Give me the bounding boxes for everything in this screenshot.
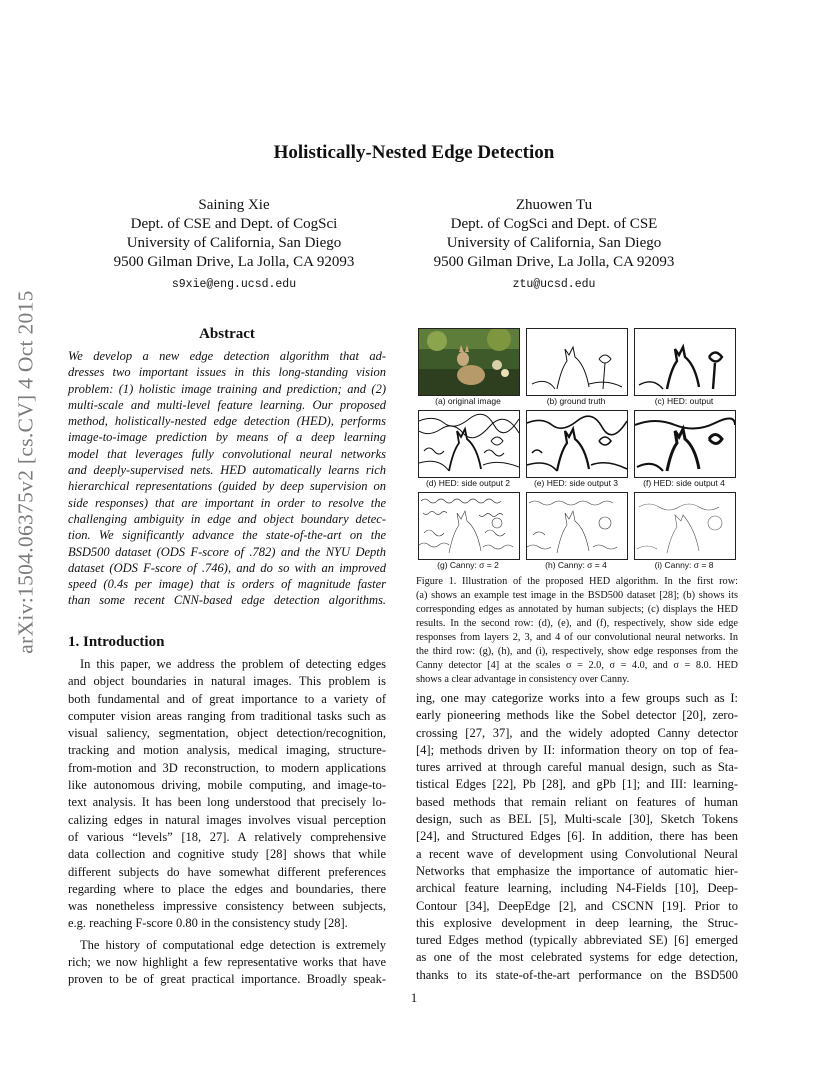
panel-label: (f) HED: side output 4 xyxy=(643,478,725,488)
author-university: University of California, San Diego xyxy=(126,235,342,251)
abstract-line: model that leverages fully convolutional neural networks xyxy=(68,446,386,461)
body-line: of various “levels” [18, 27]. A relatively comprehensive xyxy=(68,829,386,844)
body-line: In this paper, we address the problem of detecting edges xyxy=(80,657,386,671)
abstract-line: speed (0.4s per image) that is orders of magnitude faster xyxy=(68,577,386,592)
side-output-2-graphic xyxy=(419,411,519,477)
author-dept: Dept. of CogSci and Dept. of CSE xyxy=(450,216,658,232)
body-line: ing, one may categorize works into a few groups such as I: xyxy=(416,691,738,705)
body-line: [24], and Structured Edges [6]. In addition, there has been xyxy=(416,829,738,844)
body-line: like autonomous driving, mobile computing, and image-to- xyxy=(68,778,386,793)
panel-label: (c) HED: output xyxy=(654,396,714,406)
body-line: visual saliency, segmentation, object detection/recognition, xyxy=(68,726,386,741)
panel-hed-side-output-2 xyxy=(418,410,520,478)
caption-line: shows a clear advantage in consistency over Canny. xyxy=(416,674,630,685)
body-line: proven to be of great practical importance. Broadly speak- xyxy=(68,972,386,987)
body-line: based methods that remain reliant on features of human xyxy=(416,794,738,809)
body-line: early pioneering methods like the Sobel detector [20], zero- xyxy=(416,708,738,723)
body-line: The history of computational edge detection is extremely xyxy=(80,937,386,952)
panel-label: (d) HED: side output 2 xyxy=(425,478,511,488)
abstract-line: method, holistically-nested edge detection (HED), performs xyxy=(68,414,386,429)
body-line: Networks that emphasize the importance of automatic hier- xyxy=(416,863,738,878)
author-name: Saining Xie xyxy=(198,197,270,213)
body-line: tures arrived at through careful manual design, such as Sta- xyxy=(416,760,738,775)
body-line: both fundamental and of great importance to a variety of xyxy=(68,691,386,706)
author-address: 9500 Gilman Drive, La Jolla, CA 92093 xyxy=(113,254,355,270)
body-line: e.g. reaching F-score 0.80 in the consistency study [28]. xyxy=(68,916,348,931)
author-dept: Dept. of CSE and Dept. of CogSci xyxy=(130,216,338,232)
author-email[interactable]: s9xie@eng.ucsd.edu xyxy=(171,278,297,291)
panel-label: (i) Canny: σ = 8 xyxy=(654,560,714,570)
abstract-line: problem: (1) holistic image training and prediction; and (2) xyxy=(68,381,386,396)
abstract-line: and deeply-supervised nets. HED automatically learns rich xyxy=(68,463,386,478)
abstract-line: tion. We significantly advance the state-of-the-art on the xyxy=(68,528,386,543)
body-line: design, such as BEL [5], Multi-scale [30], Sketch Tokens xyxy=(416,812,738,827)
abstract-body xyxy=(68,348,386,609)
body-line: tracking and motion analysis, medical imaging, structure- xyxy=(68,743,386,758)
body-line: thanks to its state-of-the-art performance on the BSD500 xyxy=(416,967,738,982)
author-address: 9500 Gilman Drive, La Jolla, CA 92093 xyxy=(433,254,675,270)
side-output-3-graphic xyxy=(527,411,627,477)
abstract-line: than some recent CNN-based edge detection algorithms. xyxy=(68,593,386,608)
abstract-line: We develop a new edge detection algorithm that ad- xyxy=(68,349,386,363)
author-block-1 xyxy=(106,196,362,294)
author-name: Zhuowen Tu xyxy=(515,197,593,213)
body-line: computer vision areas ranging from traditional tasks such as xyxy=(68,708,386,723)
body-line: [4]; methods driven by II: information theory on top of fea- xyxy=(416,742,738,757)
caption-line: corresponding edges as annotated by human subjects; (c) displays the HED xyxy=(416,604,738,615)
abstract-heading: Abstract xyxy=(199,326,255,342)
side-output-4-graphic xyxy=(635,411,735,477)
author-email[interactable]: ztu@ucsd.edu xyxy=(512,278,596,291)
abstract-line: side responses) that are important in order to resolve the xyxy=(68,495,386,510)
panel-label: (b) ground truth xyxy=(546,396,606,406)
original-image-graphic xyxy=(419,329,519,395)
author-university: University of California, San Diego xyxy=(446,235,662,251)
caption-line: responses from layers 2, 3, and 4 of our convolutional neural networks. In xyxy=(416,632,738,643)
panel-canny-sigma-8 xyxy=(634,492,736,560)
panel-canny-sigma-2 xyxy=(418,492,520,560)
body-line: and object boundaries in natural images. This problem is xyxy=(68,674,386,689)
panel-label: (e) HED: side output 3 xyxy=(533,478,619,488)
panel-canny-sigma-4 xyxy=(526,492,628,560)
panel-ground-truth xyxy=(526,328,628,396)
body-line: was nonetheless impressive consistency between subjects, xyxy=(68,899,386,914)
abstract-line: dresses two important issues in this long-standing vision xyxy=(68,365,386,380)
hed-output-graphic xyxy=(635,329,735,395)
body-line: crossing [27, 37], and the widely adopted Canny detector xyxy=(416,725,738,740)
body-line: from-motion and 3D reconstruction, to modern applications xyxy=(68,760,386,775)
body-line: tured Edges method (typically abbreviated SE) [6] emerged xyxy=(416,933,738,948)
figure-1 xyxy=(416,326,738,570)
abstract-line: challenging ambiguity in edge and object boundary detec- xyxy=(68,511,386,526)
canny-2-graphic xyxy=(419,493,519,559)
page-number: 1 xyxy=(410,990,418,1005)
abstract-line: image-to-image prediction by means of a deep learning xyxy=(68,430,386,445)
abstract-line: hierarchical representations (guided by deep supervision on xyxy=(68,479,386,494)
panel-label: (a) original image xyxy=(435,396,501,406)
ground-truth-graphic xyxy=(527,329,627,395)
arxiv-identifier xyxy=(6,292,46,652)
panel-hed-output xyxy=(634,328,736,396)
panel-label: (g) Canny: σ = 2 xyxy=(437,560,499,570)
body-line: calizing edges in natural images involves visual perception xyxy=(68,812,386,827)
body-line: this explosive development in deep learning, the Struc- xyxy=(416,915,738,930)
caption-line: the third row: (g), (h), and (i), respectively, show edge responses from the xyxy=(416,646,738,657)
arxiv-id-text: arXiv:1504.06375v2 [cs.CV] 4 Oct 2015 xyxy=(13,290,38,654)
body-line: regarding where to place the edges and boundaries, there xyxy=(68,881,386,896)
figure-caption xyxy=(416,575,738,687)
caption-line: results. In the second row: (d), (e), and (f), respectively, show side edge xyxy=(416,618,738,629)
intro-right-column xyxy=(416,690,738,984)
figure-grid xyxy=(416,326,738,570)
canny-8-graphic xyxy=(635,493,735,559)
author-block-2 xyxy=(418,196,690,294)
body-line: rich; we now highlight a few representative works that have xyxy=(68,955,386,970)
body-line: different subjects do have somewhat different preferences xyxy=(68,864,386,879)
canny-4-graphic xyxy=(527,493,627,559)
intro-left-column xyxy=(68,656,386,989)
body-line: a recent wave of development using Convolutional Neural xyxy=(416,846,738,861)
panel-hed-side-output-4 xyxy=(634,410,736,478)
caption-line: Figure 1. Illustration of the proposed HED algorithm. In the first row: xyxy=(416,576,738,587)
body-line: data collection and cognitive study [28] shows that while xyxy=(68,847,386,862)
caption-line: (a) shows an example test image in the BSD500 dataset [28]; (b) shows its xyxy=(416,590,738,601)
body-line: Contour [34], DeepEdge [2], and CSCNN [19]. Prior to xyxy=(416,898,738,913)
body-line: text analysis. It has been long understood that precisely lo- xyxy=(68,795,386,810)
abstract-line: BSD500 dataset (ODS F-score of .782) and the NYU Depth xyxy=(68,544,386,559)
body-line: archical feature learning, including N4-Fields [10], Deep- xyxy=(416,881,738,896)
caption-line: Canny detector [4] at the scales σ = 2.0, σ = 4.0, and σ = 8.0. HED xyxy=(416,660,738,671)
panel-original-image xyxy=(418,328,520,396)
body-line: as one of the most celebrated systems for edge detection, xyxy=(416,950,738,965)
abstract-line: dataset (ODS F-score of .746), and do so with an improved xyxy=(68,560,386,575)
body-line: tistical Edges [22], Pb [28], and gPb [1]; and III: learning- xyxy=(416,777,738,792)
abstract-line: multi-scale and multi-level feature learning. Our proposed xyxy=(68,397,386,412)
paper-title: Holistically-Nested Edge Detection xyxy=(273,142,555,163)
panel-hed-side-output-3 xyxy=(526,410,628,478)
section-heading-introduction: 1. Introduction xyxy=(68,634,165,650)
panel-label: (h) Canny: σ = 4 xyxy=(545,560,607,570)
